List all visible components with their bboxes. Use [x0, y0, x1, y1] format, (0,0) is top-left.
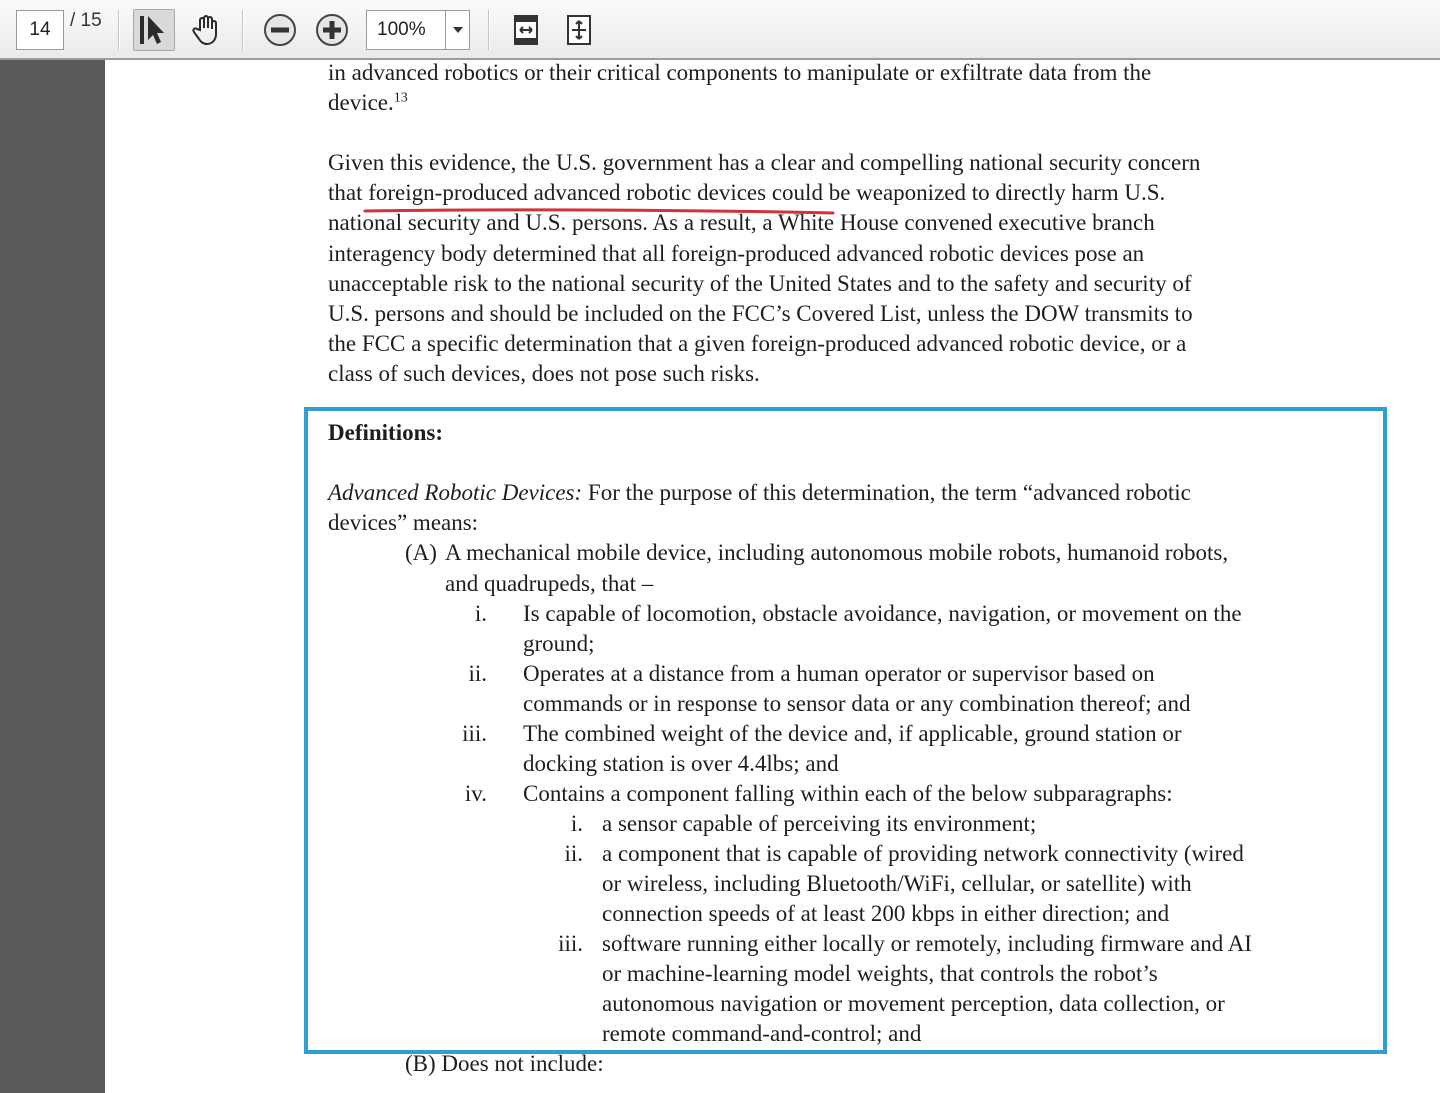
- roman-item-line: Operates at a distance from a human operator or supervisor based on: [523, 661, 1155, 686]
- zoom-in-button[interactable]: [311, 9, 353, 51]
- fit-page-button[interactable]: [558, 9, 600, 51]
- term-definition-line: devices” means:: [328, 510, 479, 535]
- page-number-input[interactable]: [16, 10, 64, 50]
- chevron-down-icon: [452, 26, 464, 34]
- document-page: [105, 60, 1440, 1093]
- roman-item-line: Contains a component falling within each of the below subparagraphs:: [523, 781, 1173, 806]
- item-a-line: and quadrupeds, that –: [445, 571, 654, 596]
- red-underline-annotation: [363, 207, 835, 215]
- paragraph-line: unacceptable risk to the national security of the United States and to the safety and security of: [328, 270, 1192, 296]
- sub-item-line: autonomous navigation or movement perception, data collection, or: [602, 991, 1225, 1016]
- sub-item-line: a sensor capable of perceiving its environment;: [602, 811, 1037, 836]
- roman-item-line: ground;: [523, 631, 595, 656]
- sub-numeral: ii.: [564, 841, 583, 866]
- sub-numeral: iii.: [558, 931, 583, 956]
- defined-term: Advanced Robotic Devices:: [328, 480, 583, 505]
- roman-item-line: docking station is over 4.4lbs; and: [523, 751, 839, 776]
- roman-item-line: commands or in response to sensor data or any combination thereof; and: [523, 691, 1191, 716]
- footnote-marker: 13: [393, 90, 408, 106]
- toolbar-divider: [488, 10, 490, 50]
- zoom-out-button[interactable]: [259, 9, 301, 51]
- sub-item-line: software running either locally or remotely, including firmware and AI: [602, 931, 1252, 956]
- paragraph-line: national security and U.S. persons. As a result, a White House convened executive branch: [328, 210, 1155, 236]
- paragraph-line: interagency body determined that all foreign-produced advanced robotic devices pose an: [328, 240, 1145, 266]
- paragraph-line: class of such devices, does not pose such risks.: [328, 361, 760, 387]
- sub-numeral: i.: [570, 811, 583, 836]
- paragraph-line: that foreign-produced advanced robotic devices could be weaponized to directly harm U.S.: [328, 180, 1166, 206]
- roman-numeral: iv.: [464, 781, 487, 806]
- roman-item-line: Is capable of locomotion, obstacle avoidance, navigation, or movement on the: [523, 601, 1242, 626]
- paragraph-line: device.$^{13}$: [328, 90, 408, 115]
- sub-item-line: connection speeds of at least 200 kbps in either direction; and: [602, 901, 1170, 926]
- select-arrow-icon: [138, 13, 170, 47]
- roman-numeral: ii.: [468, 661, 487, 686]
- fit-width-button[interactable]: [505, 9, 547, 51]
- sub-item-line: remote command-and-control; and: [602, 1021, 922, 1046]
- hand-tool-icon: [191, 13, 223, 47]
- sub-item-line: or wireless, including Bluetooth/WiFi, cellular, or satellite) with: [602, 871, 1192, 896]
- definitions-heading: Definitions:: [328, 420, 443, 445]
- select-tool-button[interactable]: [133, 9, 175, 51]
- zoom-select[interactable]: [366, 10, 470, 50]
- zoom-in-icon: [315, 13, 349, 47]
- hand-tool-button[interactable]: [186, 9, 228, 51]
- paragraph-line: in advanced robotics or their critical components to manipulate or exfiltrate data from the: [328, 60, 1152, 85]
- item-a-line: A mechanical mobile device, including autonomous mobile robots, humanoid robots,: [445, 540, 1229, 565]
- paragraph-line: the FCC a specific determination that a given foreign-produced advanced robotic device, or a: [328, 331, 1187, 357]
- fit-width-icon: [511, 13, 541, 47]
- roman-numeral: iii.: [462, 721, 487, 746]
- zoom-input[interactable]: [367, 11, 445, 49]
- term-definition-line: Advanced Robotic Devices: For the purpose of this determination, the term “advanced robotic: [328, 480, 1191, 505]
- zoom-dropdown-button[interactable]: [445, 11, 469, 49]
- roman-item-line: The combined weight of the device and, if applicable, ground station or: [523, 721, 1182, 746]
- item-b-line: (B) Does not include:: [405, 1051, 604, 1076]
- toolbar-divider: [242, 10, 244, 50]
- zoom-out-icon: [263, 13, 297, 47]
- left-gutter: [0, 60, 105, 1093]
- sub-item-line: or machine-learning model weights, that controls the robot’s: [602, 961, 1158, 986]
- toolbar-divider: [118, 10, 120, 50]
- item-a-label: (A): [405, 540, 437, 565]
- roman-numeral: i.: [474, 601, 487, 626]
- paragraph-line: U.S. persons and should be included on the FCC’s Covered List, unless the DOW transmits to: [328, 301, 1193, 326]
- paragraph-line: Given this evidence, the U.S. government has a clear and compelling national security concern: [328, 150, 1201, 175]
- pdf-toolbar: [0, 0, 1440, 60]
- fit-page-icon: [564, 13, 594, 47]
- page-total-label: / 15: [70, 10, 102, 31]
- sub-item-line: a component that is capable of providing network connectivity (wired: [602, 841, 1244, 866]
